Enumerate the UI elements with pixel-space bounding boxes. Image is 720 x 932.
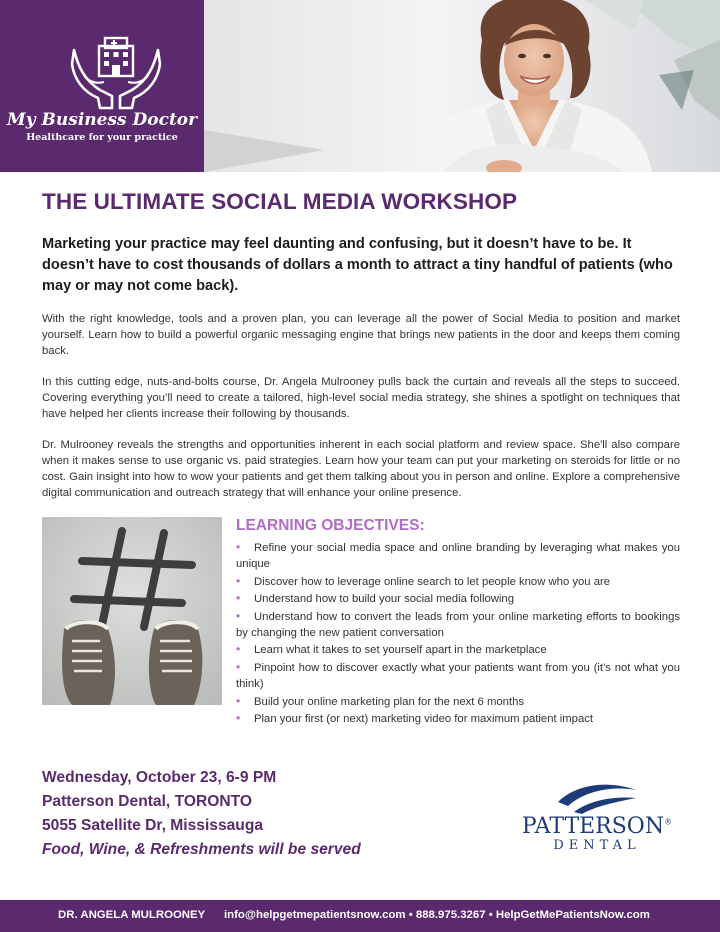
objective-text: Understand how to convert the leads from your online marketing efforts to bookings by changing the new patient conversation [236,610,680,640]
list-item [236,590,680,607]
objectives-list [236,539,680,727]
list-item [236,710,680,727]
event-date: Wednesday, October 23, 6-9 PM [42,769,277,786]
list-item [236,608,680,642]
paragraph-1: With the right knowledge, tools and a proven plan, you can leverage all the power of Social Media to position and market yourself. Learn how to build a powerful organic messaging engine that brings new patients in the door and keeps them coming back. [42,313,680,357]
bullet-icon: • [236,573,241,588]
paragraph-2: In this cutting edge, nuts-and-bolts course, Dr. Angela Mulrooney pulls back the curtain and reveals all the steps to succeed. Covering everything you’ll need to create a tailored, high-level social media strategy, she shines a spotlight on techniques that have helped her clients increase their following by thousands. [42,376,680,420]
event-details [42,766,361,862]
logo-panel [0,0,204,172]
footer-bar [0,900,720,932]
patterson-name: PATTERSON® [521,814,673,839]
list-item [236,659,680,693]
objective-text: Build your online marketing plan for the next 6 months [254,695,525,708]
bullet-icon: • [236,591,241,606]
patterson-dental-logo [512,780,682,854]
bullet-icon: • [236,540,241,554]
bullet-icon: • [236,608,241,623]
logo-name: My Business Doctor [6,110,198,130]
hands-holding-hospital-icon [70,36,162,110]
bullet-icon: • [236,693,241,708]
objective-text: Plan your first (or next) marketing video for maximum patient impact [254,713,594,726]
list-item [236,641,680,658]
bullet-icon: • [236,659,241,674]
footer-name: DR. ANGELA MULROONEY [58,909,206,921]
bullet-icon: • [236,642,241,657]
list-item [236,573,680,590]
objective-text: Pinpoint how to discover exactly what your patients want from you (it’s not what you think) [236,661,680,691]
bullet-icon: • [236,711,241,726]
patterson-swoosh-icon [556,780,638,814]
objective-text: Learn what it takes to set yourself apart in the marketplace [254,644,547,657]
header-banner [0,0,720,172]
paragraph-3: Dr. Mulrooney reveals the strengths and opportunities inherent in each social platform and review space. She'll also compare when it makes sense to use organic vs. paid strategies. Learn how your team can put your marketing on steroids for little or no cost. Gain insight into how to wow your patients and get them talking about you in person and online. Explore a comprehensive digital communication and outreach strategy that will enhance your online presence. [42,439,680,499]
event-address: 5055 Satellite Dr, Mississauga [42,817,264,834]
objectives-title: LEARNING OBJECTIVES: [236,517,425,534]
patterson-sub: DENTAL [553,838,641,853]
list-item [236,539,680,573]
objective-text: Discover how to leverage online search to let people know who you are [254,575,611,588]
list-item [236,693,680,710]
woman-portrait-photo [204,0,720,172]
footer-contact: info@helpgetmepatientsnow.com • 888.975.3267 • HelpGetMePatientsNow.com [224,909,650,921]
objective-text: Refine your social media space and online branding by leveraging what makes you unique [236,542,680,571]
event-venue: Patterson Dental, TORONTO [42,793,252,810]
intro-text: Marketing your practice may feel daunting and confusing, but it doesn’t have to be. It doesn’t have to cost thousands of dollars a month to attract a tiny handful of patients (who may or may not come back). [42,236,673,294]
page-title: THE ULTIMATE SOCIAL MEDIA WORKSHOP [42,189,518,214]
hashtag-sneakers-photo [42,517,222,705]
logo-tagline: Healthcare for your practice [26,132,178,143]
objective-text: Understand how to build your social media following [254,593,514,606]
event-extras: Food, Wine, & Refreshments will be served [42,841,361,858]
